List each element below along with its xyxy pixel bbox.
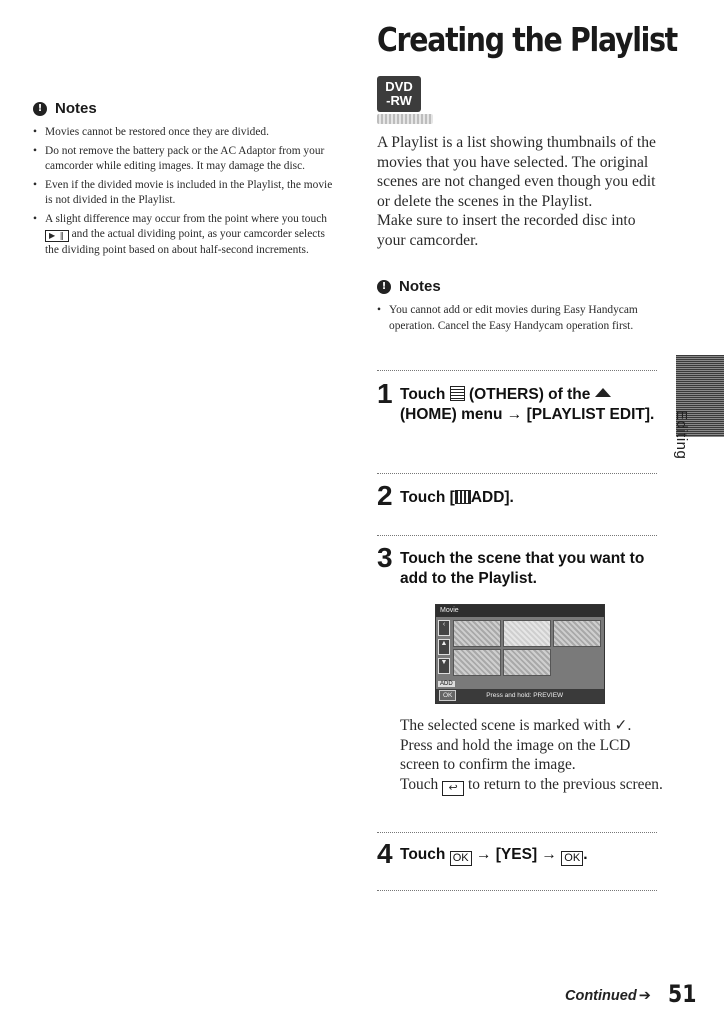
step-number: 1 [377,378,393,409]
step-3-body [400,716,665,796]
step-text-part: . [583,846,588,863]
arrow-right-icon: ➔ [638,988,651,1004]
lcd-bottom-bar [436,689,604,703]
intro-paragraph: A Playlist is a list showing thumbnails of the movies that you have selected. The original scenes are not changed even though you edit or delete the scenes in the Playlist. [377,134,656,210]
step-4-text [400,845,588,866]
note-item [33,212,333,259]
play-pause-key-icon: ▶ ‖ [45,230,69,242]
lcd-top-bar [436,605,604,617]
step-1-text [400,385,670,425]
lcd-thumbnail [553,620,601,647]
notes-icon: ! [33,102,47,116]
step-text-part: Touch [400,386,446,403]
note-item-text-pre: A slight difference may occur from the point where you touch [45,212,327,225]
intro-text [377,133,667,250]
notes-heading [377,278,667,295]
ok-key-icon: OK [561,851,583,866]
note-item-text-post: and the actual dividing point, as your camcorder selects the dividing point based on about half-second increments. [45,228,325,256]
lcd-thumbnail [453,649,501,676]
lcd-back-button: ‹ [438,620,450,636]
lcd-next-button: ▼ [438,658,450,674]
ok-key-icon: OK [450,851,472,866]
body-text: The selected scene is marked with [400,717,611,734]
home-icon [595,388,611,397]
notes-list [377,303,667,334]
body-text: . [627,717,632,734]
step-text-part: Touch [400,846,446,863]
left-notes [33,100,333,261]
notes-heading-label: Notes [399,278,441,295]
note-item: • Do not remove the battery pack or the AC Adaptor from your camcorder while editing images. It may damage the disc. [33,144,333,175]
note-item: • Movies cannot be restored once they are divided. [33,125,333,141]
divider [377,890,657,891]
step-number: 3 [377,542,393,573]
step-3-text: Touch the scene that you want to add to the Playlist. [400,550,645,587]
divider [377,370,657,371]
step-number: 2 [377,480,393,511]
continued-text: Continued [565,988,637,1004]
step-text-part: (HOME) menu → [PLAYLIST EDIT]. [400,406,655,423]
section-tab-label: Editing [673,410,690,460]
body-line [400,716,665,736]
lcd-add-label: ADD [440,681,453,687]
continued-label [565,988,651,1004]
step-2-text [400,488,514,508]
badge-line-1: DVD [385,79,413,94]
lcd-ok-button: OK [439,690,456,701]
page-number: 51 [668,980,697,1008]
lcd-prev-button: ▲ [438,639,450,655]
notes-heading [33,100,333,117]
divider [377,473,657,474]
badge-underlay [377,114,433,124]
body-line [400,775,665,796]
lcd-hint: Press and hold: PREVIEW [486,692,564,699]
body-line: Press and hold the image on the LCD screen to confirm the image. [400,736,631,773]
page-title: Creating the Playlist [377,20,677,59]
note-item: • Even if the divided movie is included in the Playlist, the movie is not divided in the Playlist. [33,178,333,209]
film-add-icon [455,490,471,504]
lcd-thumbnail [503,649,551,676]
intro-paragraph: Make sure to insert the recorded disc into your camcorder. [377,212,636,249]
lcd-thumbnail [453,620,501,647]
body-text: Touch [400,775,439,793]
step-number: 4 [377,838,393,869]
dvd-rw-badge [377,76,421,112]
step-text-part: ADD]. [470,489,514,506]
lcd-thumbnail [503,620,551,647]
body-text: to return to the previous screen. [467,775,663,793]
notes-heading-label: Notes [55,100,97,117]
checkmark-icon: ✓ [614,716,628,734]
right-notes [377,278,667,337]
divider [377,832,657,833]
badge-line-2: -RW [386,93,412,108]
lcd-screen-illustration [435,604,605,704]
step-text-part: → [YES] → [475,846,557,863]
notes-list [33,125,333,258]
step-text-part: Touch [ [400,489,455,506]
divider [377,535,657,536]
note-item: • You cannot add or edit movies during Easy Handycam operation. Cancel the Easy Handycam operation first. [377,303,667,334]
lcd-movie-label: Movie [440,607,459,614]
others-icon [450,386,465,401]
notes-icon: ! [377,280,391,294]
step-text-part: (OTHERS) of the [468,386,591,403]
return-key-icon: ↩ [442,781,464,796]
